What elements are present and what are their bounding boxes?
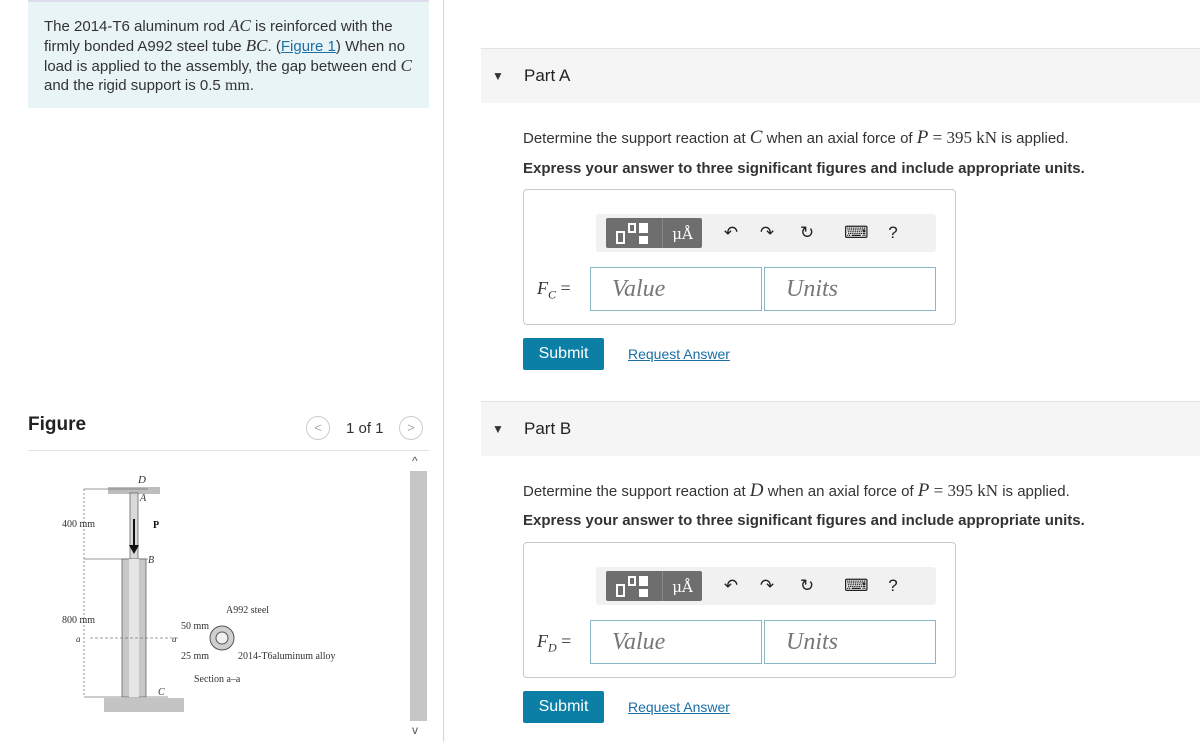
request-answer-link[interactable]: Request Answer [628,699,730,715]
dim-25: 25 mm [181,651,210,662]
math-ac: AC [229,16,251,35]
question-var: P [916,127,929,148]
question-text: is applied. [996,130,1069,147]
dim-400: 400 mm [62,519,96,530]
label-b: B [148,555,155,566]
variable-label-fc: $F_C$ = [537,278,571,302]
part-b-question [523,480,1070,502]
help-icon[interactable]: ? [888,223,898,242]
previous-figure-button[interactable]: < [306,416,330,440]
figure-link[interactable]: Figure 1 [280,38,336,55]
undo-icon[interactable]: ↶ [723,223,739,242]
question-text: when an axial force of [762,130,917,147]
question-value: 395 kN [946,128,997,147]
math-bc: BC [245,36,268,55]
figure-pager-text: 1 of 1 [346,420,384,437]
keyboard-icon[interactable]: ⌨ [844,223,869,242]
figure-title: Figure [28,414,87,435]
math-toolbar [596,214,936,252]
scroll-down-icon[interactable]: v [412,723,418,737]
part-a-question [523,127,1069,149]
value-input[interactable]: Value [590,620,762,664]
math-toolbar [596,567,936,605]
scroll-thumb[interactable] [410,471,427,721]
part-a-instruction: Express your answer to three significant figures and include appropriate units. [523,160,1085,177]
dim-800: 800 mm [62,615,96,626]
section-a-right: a [172,634,177,644]
part-b-answer-box [523,542,956,678]
scroll-up-icon[interactable]: ^ [412,454,418,468]
problem-text: ) When no load is applied to the assembly, the gap between end [44,38,406,75]
redo-icon[interactable]: ↷ [759,576,775,595]
label-aluminum: 2014-T6aluminum alloy [238,651,336,662]
figure-header [28,412,429,442]
part-b-instruction: Express your answer to three significant figures and include appropriate units. [523,512,1085,529]
template-icon[interactable] [606,218,662,248]
units-input[interactable]: Units [764,267,936,311]
next-figure-button[interactable]: > [399,416,423,440]
collapse-caret-icon[interactable]: ▼ [492,69,504,83]
question-text: Determine the support reaction at [523,130,750,147]
problem-text: is reinforced with the firmly bonded A992 steel tube [44,18,393,55]
problem-text: The 2014-T6 aluminum rod [44,18,230,35]
part-a-header[interactable] [481,48,1200,103]
label-p: P [153,520,160,531]
section-a-left: a [76,634,81,644]
reset-icon[interactable]: ↻ [799,576,815,595]
section-inner-rod [216,632,228,644]
reset-icon[interactable]: ↻ [799,223,815,242]
problem-text: . [249,77,255,94]
keyboard-icon[interactable]: ⌨ [844,576,869,595]
column-divider [443,0,444,742]
problem-text: and the rigid support is 0.5 [44,77,225,94]
math-c: C [400,56,412,75]
units-icon[interactable]: μÅ [662,218,702,248]
question-var: C [749,127,763,148]
dim-50: 50 mm [181,621,210,632]
question-text: when an axial force of [763,483,918,500]
problem-text: . ( [267,38,281,55]
question-var: D [749,480,764,501]
label-section: Section a–a [194,674,241,685]
question-eq: = [929,481,948,500]
question-eq: = [928,128,947,147]
redo-icon[interactable]: ↷ [759,223,775,242]
collapse-caret-icon[interactable]: ▼ [492,422,504,436]
problem-statement [28,0,429,108]
label-a: A [140,493,147,504]
question-text: is applied. [998,483,1070,500]
units-icon[interactable]: μÅ [662,571,702,601]
question-text: Determine the support reaction at [523,483,750,500]
part-b-header[interactable] [481,401,1200,456]
label-c: C [158,687,165,698]
figure-scrollbar[interactable] [408,451,429,742]
rod-tube-diagram [28,451,408,742]
label-steel: A992 steel [226,605,270,616]
label-d: D [138,474,146,486]
submit-button[interactable]: Submit [523,691,604,723]
value-input[interactable]: Value [590,267,762,311]
rigid-support [104,698,184,712]
question-var: P [917,480,930,501]
unit-mm: mm [224,77,250,94]
question-value: 395 kN [947,481,999,500]
undo-icon[interactable]: ↶ [723,576,739,595]
submit-button[interactable]: Submit [523,338,604,370]
figure-panel [28,450,429,742]
part-a-answer-box [523,189,956,325]
part-a-title: Part A [524,66,571,85]
variable-label-fd: $F_D$ = [537,631,572,655]
request-answer-link[interactable]: Request Answer [628,346,730,362]
template-icon[interactable] [606,571,662,601]
units-input[interactable]: Units [764,620,936,664]
help-icon[interactable]: ? [888,576,898,595]
part-b-title: Part B [524,419,572,438]
